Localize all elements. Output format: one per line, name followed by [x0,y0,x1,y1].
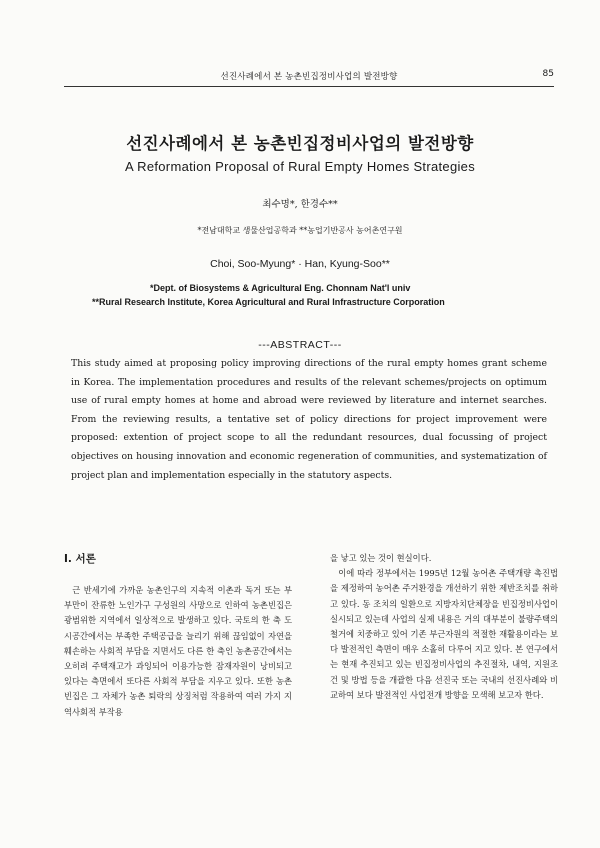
title-english: A Reformation Proposal of Rural Empty Homes Strategies [124,159,475,174]
affiliation-english-2: **Rural Research Institute, Korea Agricultural and Rural Infrastructure Corporation [92,297,445,307]
section-heading: Ⅰ. 서론 [64,553,96,565]
column-right [330,551,558,703]
running-head-title: 선진사례에서 본 농촌빈집정비사업의 발전방향 [220,72,398,82]
column-left [64,583,292,720]
running-head [64,68,554,84]
abstract-heading: ---ABSTRACT--- [258,339,342,351]
abstract-text: This study aimed at proposing policy improving directions of the rural empty homes grant scheme in Korea. The implementation procedures and results of the relevant schemes/projects on optimum use of rural empty homes at home and abroad were reviewed by literature and internet searches. From the reviewing results, a tentative set of policy directions for project improvement were proposed: extention of project scope to all the redundant resources, dual focussing of project objectives on housing innovation and economic regeneration of communities, and systematization of project plan and implementation especially in the statutory aspects. [71,358,547,481]
affiliations-korean: *전남대학교 생물산업공학과 **농업기반공사 농어촌연구원 [197,226,403,235]
intro-paragraph-2: 이에 따라 정부에서는 1995년 12월 농어촌 주택개량 촉진법을 제정하여 농어촌 주거환경을 개선하기 위한 제반조치를 취하고 있다. 동 조치의 일환으로 지방자치단체장을 빈집정비사업이 실시되고 있는데 사업의 실제 내용은 거의 대부분이 불량주택의 철거에 치중하고 있어 기존 부근자원의 적절한 재활용이라는 보다 발전적인 측면이 매우 소홀히 다루어 지고 있다. 본 연구에서는 현재 추진되고 있는 빈집정비사업의 추진절차, 내역, 지원조건 및 방법 등을 개괄한 다음 선진국 또는 국내의 선진사례와 비교하여 보다 발전적인 사업전개 방향을 모색해 보고자 한다. [330,568,558,700]
title-korean: 선진사례에서 본 농촌빈집정비사업의 발전방향 [126,134,474,153]
authors-korean: 최수명*, 한경수** [262,199,338,210]
intro-paragraph-1: 근 반세기에 가까운 농촌인구의 지속적 이촌과 독거 또는 부부만이 잔류한 노인가구 구성원의 사망으로 인하여 농촌빈집은 광범위한 지역에서 일상적으로 발생하고 있다. 국토의 한 축 도시공간에서는 부족한 주택공급을 늘리기 위해 끊임없이 자연을 훼손하는 사회적 부담을 지면서도 다른 한 축인 농촌공간에서는 오히려 주택재고가 과잉되어 이용가능한 잠재자원이 낭비되고 있다는 측면에서 또다른 사회적 부담을 지우고 있다. 또한 농촌빈집은 그 자체가 농촌 퇴락의 상징처럼 작용하여 여러 가지 지역사회적 부작용 [64,585,292,717]
authors-english: Choi, Soo-Myung* · Han, Kyung-Soo** [210,258,390,270]
intro-paragraph-continued: 을 낳고 있는 것이 현실이다. [330,553,432,563]
header-rule [64,86,554,87]
page-number: 85 [542,69,554,79]
affiliation-english-1: *Dept. of Biosystems & Agricultural Eng. Chonnam Nat'l univ [150,283,411,293]
